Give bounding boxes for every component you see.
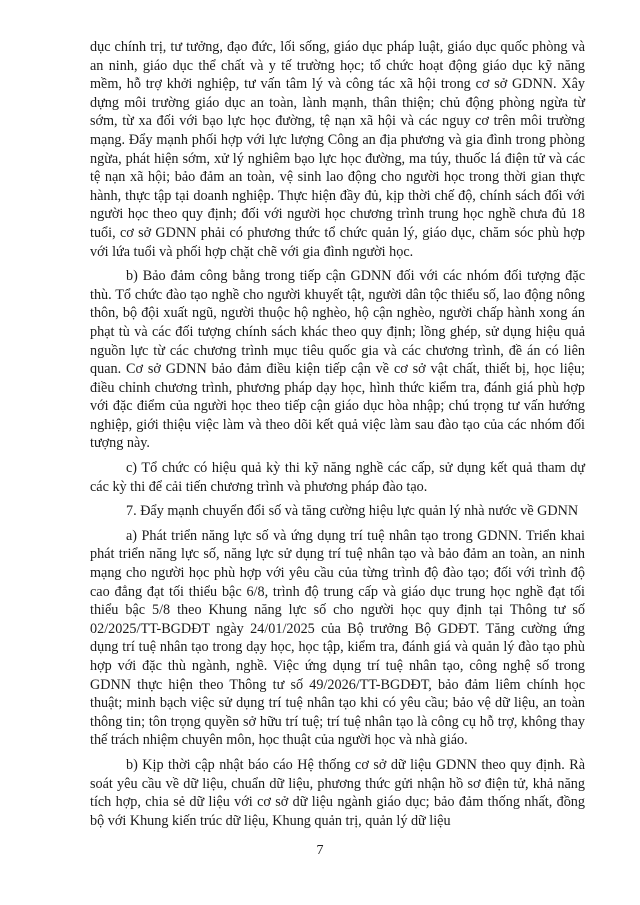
section-heading-7: 7. Đẩy mạnh chuyển đổi số và tăng cường hiệu lực quản lý nhà nước về GDNN — [126, 503, 579, 520]
paragraph-item-b-database: b) Kịp thời cập nhật báo cáo Hệ thống cơ sở dữ liệu GDNN theo quy định. Rà soát yêu cầu về dữ liệu, chuẩn dữ liệu, phương thức gửi nhận hồ sơ điện tử, khả năng tích hợp, chia sẻ dữ liệu với cơ sở dữ liệu ngành giáo dục; bảo đảm thống nhất, đồng bộ với Khung kiến trúc dữ liệu, Khung quản trị, quản lý dữ liệu — [90, 756, 585, 829]
paragraph-item-a-digital-ai: a) Phát triển năng lực số và ứng dụng trí tuệ nhân tạo trong GDNN. Triển khai phát triển năng lực số, năng lực sử dụng trí tuệ nhân tạo và bảo đảm an toàn, an ninh mạng cho người học phù hợp với yêu cầu của từng trình độ đào tạo; đối với trình độ cao đẳng đạt tối thiểu bậc 6/8, trình độ trung cấp và giáo dục trung học nghề đạt tối thiểu bậc 5/8 theo Khung năng lực số cho người học quy định tại Thông tư số 02/2025/TT-BGDĐT ngày 24/01/2025 của Bộ trưởng Bộ GDĐT. Tăng cường ứng dụng trí tuệ nhân tạo trong dạy học, học tập, kiểm tra, đánh giá và quản lý đào tạo phù hợp với đặc thù ngành, nghề. Việc ứng dụng trí tuệ nhân tạo, công nghệ số trong GDNN thực hiện theo Thông tư số 49/2026/TT-BGDĐT, bảo đảm liêm chính học thuật; minh bạch việc sử dụng trí tuệ nhân tạo khi có yêu cầu; bảo vệ dữ liệu, an toàn thông tin; tôn trọng quyền sở hữu trí tuệ; trí tuệ nhân tạo là công cụ hỗ trợ, không thay thế trách nhiệm chuyên môn, học thuật của người học và nhà giáo. — [90, 527, 585, 749]
paragraph-item-b-equity: b) Bảo đảm công bằng trong tiếp cận GDNN đối với các nhóm đối tượng đặc thù. Tổ chức đào tạo nghề cho người khuyết tật, người dân tộc thiểu số, lao động nông thôn, bộ đội xuất ngũ, người thuộc hộ nghèo, hộ cận nghèo, người chấp hành xong án phạt tù và các đối tượng chính sách khác theo quy định; lồng ghép, sử dụng hiệu quả nguồn lực từ các chương trình mục tiêu quốc gia và các chương trình, đề án có liên quan. Cơ sở GDNN bảo đảm điều kiện tiếp cận về cơ sở vật chất, thiết bị, học liệu; điều chỉnh chương trình, phương pháp dạy học, hình thức kiểm tra, đánh giá phù hợp với đặc điểm của người học theo tiếp cận giáo dục hòa nhập; chú trọng tư vấn hướng nghiệp, giới thiệu việc làm và theo dõi kết quả việc làm sau đào tạo của các nhóm đối tượng này. — [90, 268, 585, 452]
paragraph-item-c-skills-contest: c) Tổ chức có hiệu quả kỳ thi kỹ năng nghề các cấp, sử dụng kết quả tham dự các kỳ thi để cải tiến chương trình và phương pháp đào tạo. — [90, 460, 585, 495]
paragraph-continuation: dục chính trị, tư tưởng, đạo đức, lối sống, giáo dục pháp luật, giáo dục quốc phòng và an ninh, giáo dục thể chất và y tế trường học; tổ chức hoạt động giáo dục kỹ năng mềm, hỗ trợ khởi nghiệp, tư vấn tâm lý và công tác xã hội trong cơ sở GDNN. Xây dựng môi trường giáo dục an toàn, lành mạnh, thân thiện; chủ động phòng ngừa từ sớm, từ xa đối với bạo lực học đường, tệ nạn xã hội và các nguy cơ trên môi trường mạng. Đẩy mạnh phối hợp với lực lượng Công an địa phương và gia đình trong phòng ngừa, phát hiện sớm, xử lý nghiêm bạo lực học đường, ma túy, thuốc lá điện tử và các tệ nạn xã hội; bảo đảm an toàn, vệ sinh lao động cho người học trong thời gian thực hành, thực tập tại doanh nghiệp. Thực hiện đầy đủ, kịp thời chế độ, chính sách đối với người học theo quy định; đối với người học chương trình trung học nghề chưa đủ 18 tuổi, cơ sở GDNN phải có phương thức tổ chức quản lý, giáo dục, chăm sóc phù hợp với lứa tuổi và phối hợp chặt chẽ với gia đình người học. — [90, 39, 585, 260]
page-number: 7 — [316, 843, 324, 858]
document-body — [90, 38, 585, 836]
